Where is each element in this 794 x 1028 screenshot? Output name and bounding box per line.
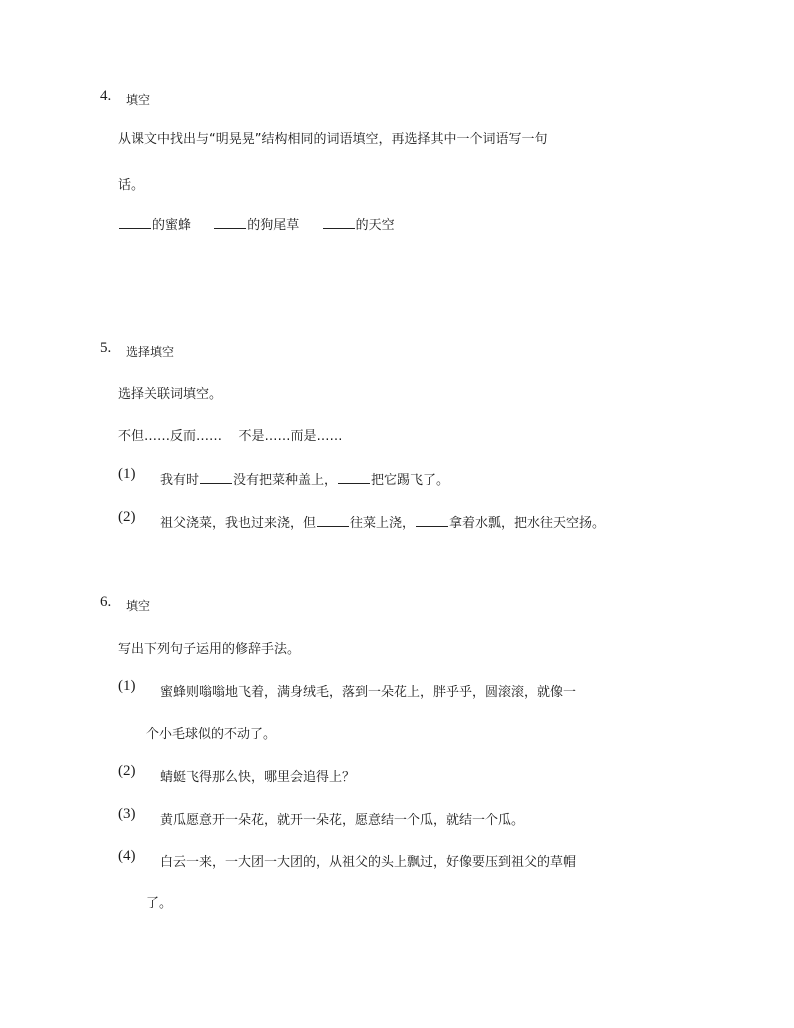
answer-blank[interactable] [317,514,349,527]
item-text: 拿着水瓢，把水往天空扬。 [449,516,606,531]
fill-item: 的蜜蜂 [152,218,192,233]
answer-blank[interactable] [323,216,355,229]
question-4-number: 4. [100,88,112,104]
fill-item: 的天空 [355,218,395,233]
item-number: (3) [118,806,136,822]
question-5-number: 5. [100,340,112,356]
question-5-item-2 [160,512,605,531]
question-6-item-1-line1: 蜜蜂则嗡嗡地飞着，满身绒毛，落到一朵花上，胖乎乎，圆滚滚，就像一 [160,685,577,700]
item-text: 我有时 [160,473,200,488]
question-6-title: 填空 [126,599,151,613]
question-6-item-4-line1: 白云一来，一大团一大团的，从祖父的头上飘过，好像要压到祖父的草帽 [160,855,577,870]
question-6-item-1-line2: 个小毛球似的不动了。 [146,727,277,742]
question-5-options: 不但……反而…… 不是……而是…… [118,429,343,444]
item-number: (1) [118,466,136,482]
question-4-title: 填空 [126,93,151,107]
item-text: 往菜上浇， [350,516,416,531]
question-6-item-4-line2: 了。 [146,896,173,911]
answer-blank[interactable] [200,471,232,484]
question-6-item-2-line1: 蜻蜓飞得那么快，哪里会追得上？ [160,770,356,785]
question-6-number: 6. [100,594,112,610]
item-number: (4) [118,848,136,864]
question-4-instruction-line1: 从课文中找出与“明晃晃”结构相同的词语填空，再选择其中一个词语写一句 [118,132,548,147]
item-text: 没有把菜种盖上， [233,473,338,488]
answer-blank[interactable] [214,216,246,229]
item-number: (2) [118,763,136,779]
item-number: (1) [118,678,136,694]
answer-blank[interactable] [338,471,370,484]
question-5-instruction: 选择关联词填空。 [118,387,223,402]
answer-blank[interactable] [416,514,448,527]
question-5-title: 选择填空 [126,345,175,359]
answer-blank[interactable] [119,216,151,229]
item-text: 祖父浇菜，我也过来浇，但 [160,516,317,531]
item-number: (2) [118,509,136,525]
item-text: 把它踢飞了。 [371,473,450,488]
question-6-instruction: 写出下列句子运用的修辞手法。 [118,642,301,657]
question-4-fill-row [118,214,395,233]
question-6-item-3-line1: 黄瓜愿意开一朵花，就开一朵花，愿意结一个瓜，就结一个瓜。 [160,813,525,828]
question-5-item-1 [160,469,449,488]
fill-item: 的狗尾草 [247,218,300,233]
question-4-instruction-line2: 话。 [118,178,145,193]
